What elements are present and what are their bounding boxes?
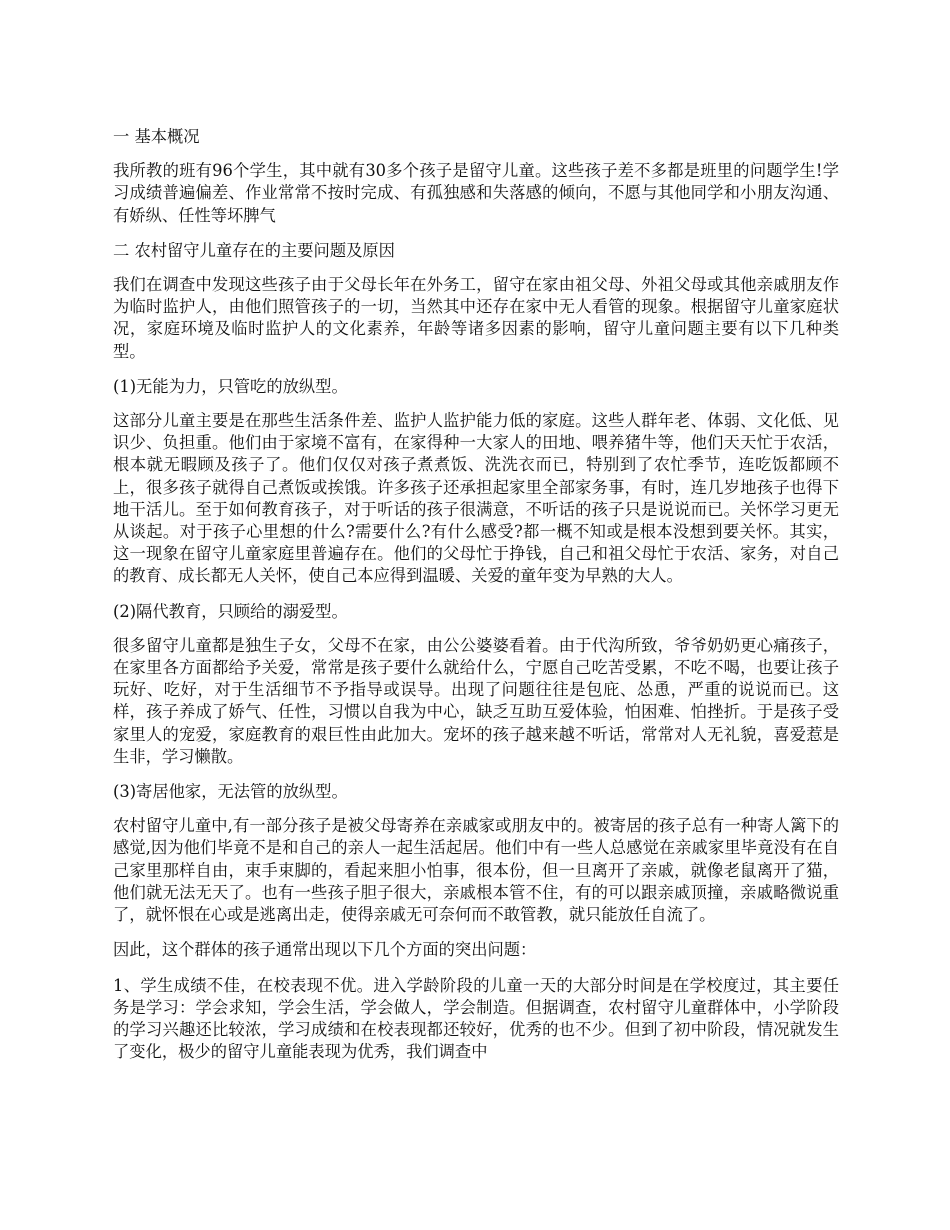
paragraph-investigation-intro: 我们在调查中发现这些孩子由于父母长年在外务工，留守在家由祖父母、外祖父母或其他亲戚朋友作为临时监护人，由他们照管孩子的一切，当然其中还存在家中无人看管的现象。根据留守儿童家庭状况，家庭环境及临时监护人的文化素养，年龄等诸多因素的影响，留守儿童问题主要有以下几种类型。 <box>113 275 839 361</box>
subheading-type-2: (2)隔代教育，只顾给的溺爱型。 <box>113 601 348 621</box>
subheading-type-3: (3)寄居他家，无法管的放纵型。 <box>113 782 348 802</box>
paragraph-problems-intro: 因此，这个群体的孩子通常出现以下几个方面的突出问题： <box>113 940 537 960</box>
paragraph-type-1: 这部分儿童主要是在那些生活条件差、监护人监护能力低的家庭。这些人群年老、体弱、文化低、见识少、负担重。他们由于家境不富有，在家得种一大家人的田地、喂养猪牛等，他们天天忙于农活，根本就无暇顾及孩子了。他们仅仅对孩子煮煮饭、洗洗衣而已，特别到了农忙季节，连吃饭都顾不上，很多孩子就得自己煮饭或挨饿。许多孩子还承担起家里全部家务事，有时，连几岁地孩子也得下地干活儿。至于如何教育孩子，对于听话的孩子很满意，不听话的孩子只是说说而已。关怀学习更无从谈起。对于孩子心里想的什么?需要什么?有什么感受?都一概不知或是根本没想到要关怀。其实，这一现象在留守儿童家庭里普遍存在。他们的父母忙于挣钱，自己和祖父母忙于农活、家务，对自己的教育、成长都无人关怀，使自己本应得到温暖、关爱的童年变为早熟的大人。 <box>113 411 839 586</box>
paragraph-type-3: 农村留守儿童中,有一部分孩子是被父母寄养在亲戚家或朋友中的。被寄居的孩子总有一种寄人篱下的感觉,因为他们毕竟不是和自己的亲人一起生活起居。他们中有一些人总感觉在亲戚家里毕竟没有在自己家里那样自由，束手束脚的，看起来胆小怕事，很本份，但一旦离开了亲戚，就像老鼠离开了猫，他们就无法无天了。也有一些孩子胆子很大，亲戚根本管不住，有的可以跟亲戚顶撞，亲戚略微说重了，就怀恨在心或是逃离出走，使得亲戚无可奈何而不敢管教，就只能放任自流了。 <box>113 816 839 925</box>
section-heading-basic-overview: 一 基本概况 <box>113 127 200 146</box>
paragraph-problem-1: 1、学生成绩不佳，在校表现不优。进入学龄阶段的儿童一天的大部分时间是在学校度过，其主要任务是学习：学会求知，学会生活，学会做人，学会制造。但据调查，农村留守儿童群体中，小学阶段的学习兴趣还比较浓，学习成绩和在校表现都还较好，优秀的也不少。但到了初中阶段，情况就发生了变化，极少的留守儿童能表现为优秀，我们调查中 <box>113 975 839 1062</box>
document-page <box>113 126 839 1076</box>
paragraph-type-2: 很多留守儿童都是独生子女，父母不在家，由公公婆婆看着。由于代沟所致，爷爷奶奶更心痛孩子，在家里各方面都给予关爱，常常是孩子要什么就给什么，宁愿自己吃苦受累，不吃不喝，也要让孩子玩好、吃好，对于生活细节不予指导或误导。出现了问题往往是包庇、怂恿，严重的说说而已。这样，孩子养成了娇气、任性，习惯以自我为中心，缺乏互助互爱体验，怕困难、怕挫折。于是孩子受家里人的宠爱，家庭教育的艰巨性由此加大。宠坏的孩子越来越不听话，常常对人无礼貌，喜爱惹是生非，学习懒散。 <box>113 635 839 766</box>
section-heading-problems-causes: 二 农村留守儿童存在的主要问题及原因 <box>113 240 395 260</box>
subheading-type-1: (1)无能为力，只管吃的放纵型。 <box>113 376 348 396</box>
paragraph-class-overview: 我所教的班有96个学生，其中就有30多个孩子是留守儿童。这些孩子差不多都是班里的问题学生!学习成绩普遍偏差、作业常常不按时完成、有孤独感和失落感的倾向，不愿与其他同学和小朋友沟通、有娇纵、任性等坏脾气 <box>113 161 839 225</box>
